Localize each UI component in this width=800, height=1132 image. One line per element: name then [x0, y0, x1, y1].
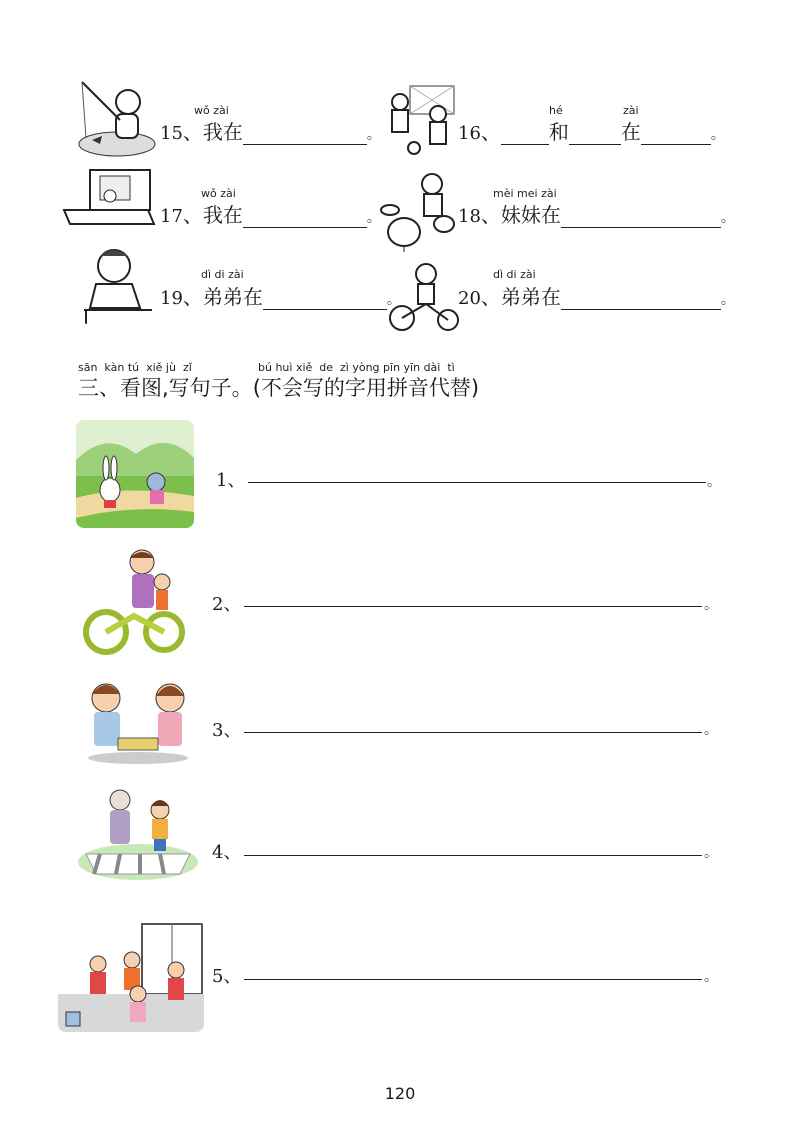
question-18: 18、妹妹在 。	[458, 203, 735, 227]
answer-blank[interactable]	[263, 291, 387, 310]
picture-rabbit-and-dog-running	[76, 420, 194, 528]
writing-number-5: 5、	[212, 966, 242, 987]
question-16: 16、 和 在 。	[458, 120, 725, 144]
writing-end-3: 。	[704, 722, 718, 738]
question-17: 17、我在 。	[160, 203, 381, 227]
page-number: 120	[384, 1084, 416, 1103]
picture-kids-playing-chess	[78, 676, 198, 768]
writing-number-1: 1、	[216, 470, 246, 491]
answer-blank[interactable]	[243, 126, 367, 145]
pinyin-q16-zai: zài	[623, 104, 639, 117]
answer-blank[interactable]	[243, 209, 367, 228]
picture-boy-at-desk	[60, 166, 156, 236]
picture-fishing-boy	[72, 78, 158, 160]
pinyin-section-title: sān kàn tú xiě jù zǐ	[78, 361, 192, 374]
question-19: 19、弟弟在 。	[160, 285, 401, 309]
writing-number-3: 3、	[212, 720, 242, 741]
answer-blank[interactable]	[561, 291, 721, 310]
section-note: (不会写的字用拼音代替)	[252, 376, 480, 400]
pinyin-q20: dì di zài	[493, 268, 536, 281]
picture-boy-writing	[80, 244, 156, 324]
pinyin-q19: dì di zài	[201, 268, 244, 281]
picture-dad-and-girl-on-bike	[82, 546, 186, 658]
section-heading	[78, 372, 479, 402]
question-15: 15、我在 。	[160, 120, 381, 144]
writing-end-1: 。	[707, 474, 721, 490]
pinyin-q18: mèi mei zài	[493, 187, 557, 200]
writing-line-2[interactable]	[244, 606, 702, 607]
writing-line-1[interactable]	[248, 482, 706, 483]
writing-number-4: 4、	[212, 842, 242, 863]
picture-kids-soccer	[380, 80, 460, 160]
writing-line-4[interactable]	[244, 855, 702, 856]
picture-kids-cleaning-window	[58, 920, 204, 1032]
picture-girl-drums	[380, 168, 460, 252]
writing-end-4: 。	[704, 845, 718, 861]
writing-line-3[interactable]	[244, 732, 702, 733]
section-title: 三、看图,写句子。	[78, 376, 253, 400]
pinyin-q17: wǒ zài	[201, 187, 236, 200]
writing-line-5[interactable]	[244, 979, 702, 980]
answer-blank[interactable]	[561, 209, 721, 228]
pinyin-q16-he: hé	[549, 104, 563, 117]
picture-child-helping-elder-cross	[76, 784, 200, 882]
answer-blank[interactable]	[569, 126, 621, 145]
pinyin-q15: wǒ zài	[194, 104, 229, 117]
answer-blank[interactable]	[641, 126, 711, 145]
answer-blank[interactable]	[501, 126, 549, 145]
question-20: 20、弟弟在 。	[458, 285, 735, 309]
pinyin-section-note: bú huì xiě de zì yòng pīn yīn dài tì	[258, 361, 455, 374]
writing-end-5: 。	[704, 969, 718, 985]
writing-number-2: 2、	[212, 594, 242, 615]
writing-end-2: 。	[704, 597, 718, 613]
